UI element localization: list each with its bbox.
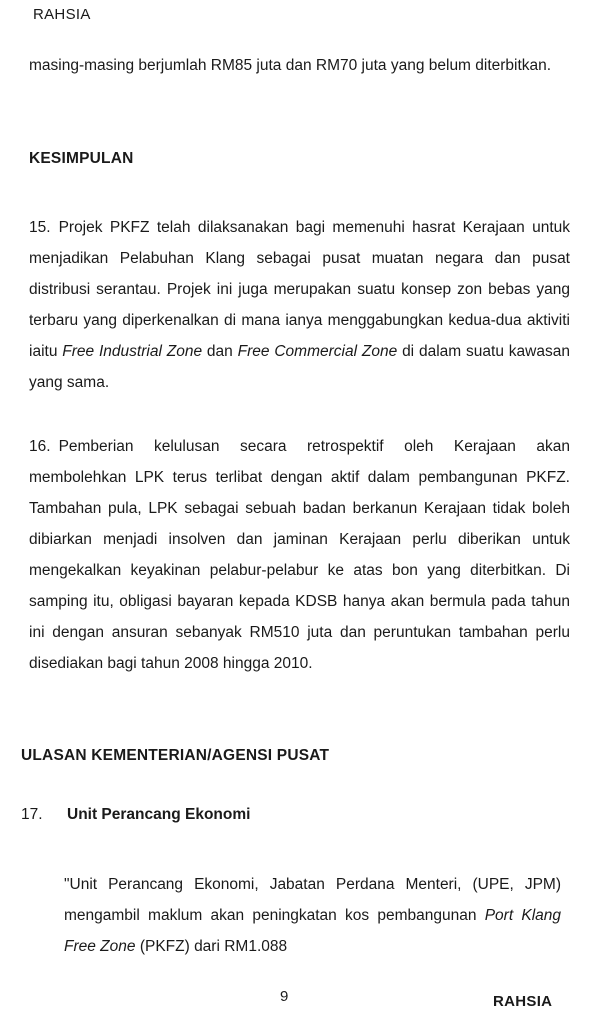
classification-footer: RAHSIA [493, 993, 553, 1010]
italic-term: Free Industrial Zone [62, 343, 203, 360]
italic-term: Free Commercial Zone [237, 343, 398, 360]
paragraph-text: Pemberian kelulusan secara retrospektif oleh Kerajaan akan membolehkan LPK terus terlibat dengan aktif dalam pembangunan PKFZ. Tambahan pula, LPK sebagai sebuah badan berkanun Kerajaan tidak boleh dibiarkan menjadi insolven dan jaminan Kerajaan perlu diberikan untuk mengekalkan keyakinan pelabur-pelabur ke atas bon yang diterbitkan. Di samping itu, obligasi bayaran kepada KDSB hanya akan bermula pada tahun ini dengan ansuran sebanyak RM510 juta dan peruntukan tambahan perlu disediakan bagi tahun 2008 hingga 2010. [29, 438, 570, 672]
classification-header: RAHSIA [33, 6, 91, 23]
item-number: 17. [21, 806, 43, 823]
italic-term: Port Klang Free Zone [64, 907, 561, 955]
quote-text: "Unit Perancang Ekonomi, Jabatan Perdana Menteri, (UPE, JPM) mengambil maklum akan peningkatan kos pembangunan [64, 876, 561, 924]
paragraph-text: dan [202, 343, 238, 360]
section-heading-kesimpulan: KESIMPULAN [29, 150, 134, 167]
paragraph-number: 15. [29, 219, 51, 236]
quote-text: (PKFZ) dari RM1.088 [135, 938, 288, 955]
intro-paragraph: masing-masing berjumlah RM85 juta dan RM70 juta yang belum diterbitkan. [29, 57, 552, 74]
paragraph-text: Projek PKFZ telah dilaksanakan bagi memenuhi hasrat Kerajaan untuk menjadikan Pelabuhan Klang sebagai pusat muatan negara dan pusat distribusi serantau. Projek ini juga merupakan suatu konsep zon bebas yang terbaru yang diperkenalkan di mana ianya menggabungkan kedua-dua aktiviti iaitu [29, 219, 570, 360]
item-title: Unit Perancang Ekonomi [67, 806, 251, 823]
paragraph-15 [29, 212, 570, 398]
quoted-statement [64, 869, 561, 962]
paragraph-text: di dalam suatu kawasan yang sama. [29, 343, 570, 391]
section-heading-ulasan: ULASAN KEMENTERIAN/AGENSI PUSAT [21, 747, 330, 764]
page-number: 9 [280, 988, 289, 1005]
paragraph-16 [29, 431, 570, 679]
paragraph-number: 16. [29, 438, 51, 455]
